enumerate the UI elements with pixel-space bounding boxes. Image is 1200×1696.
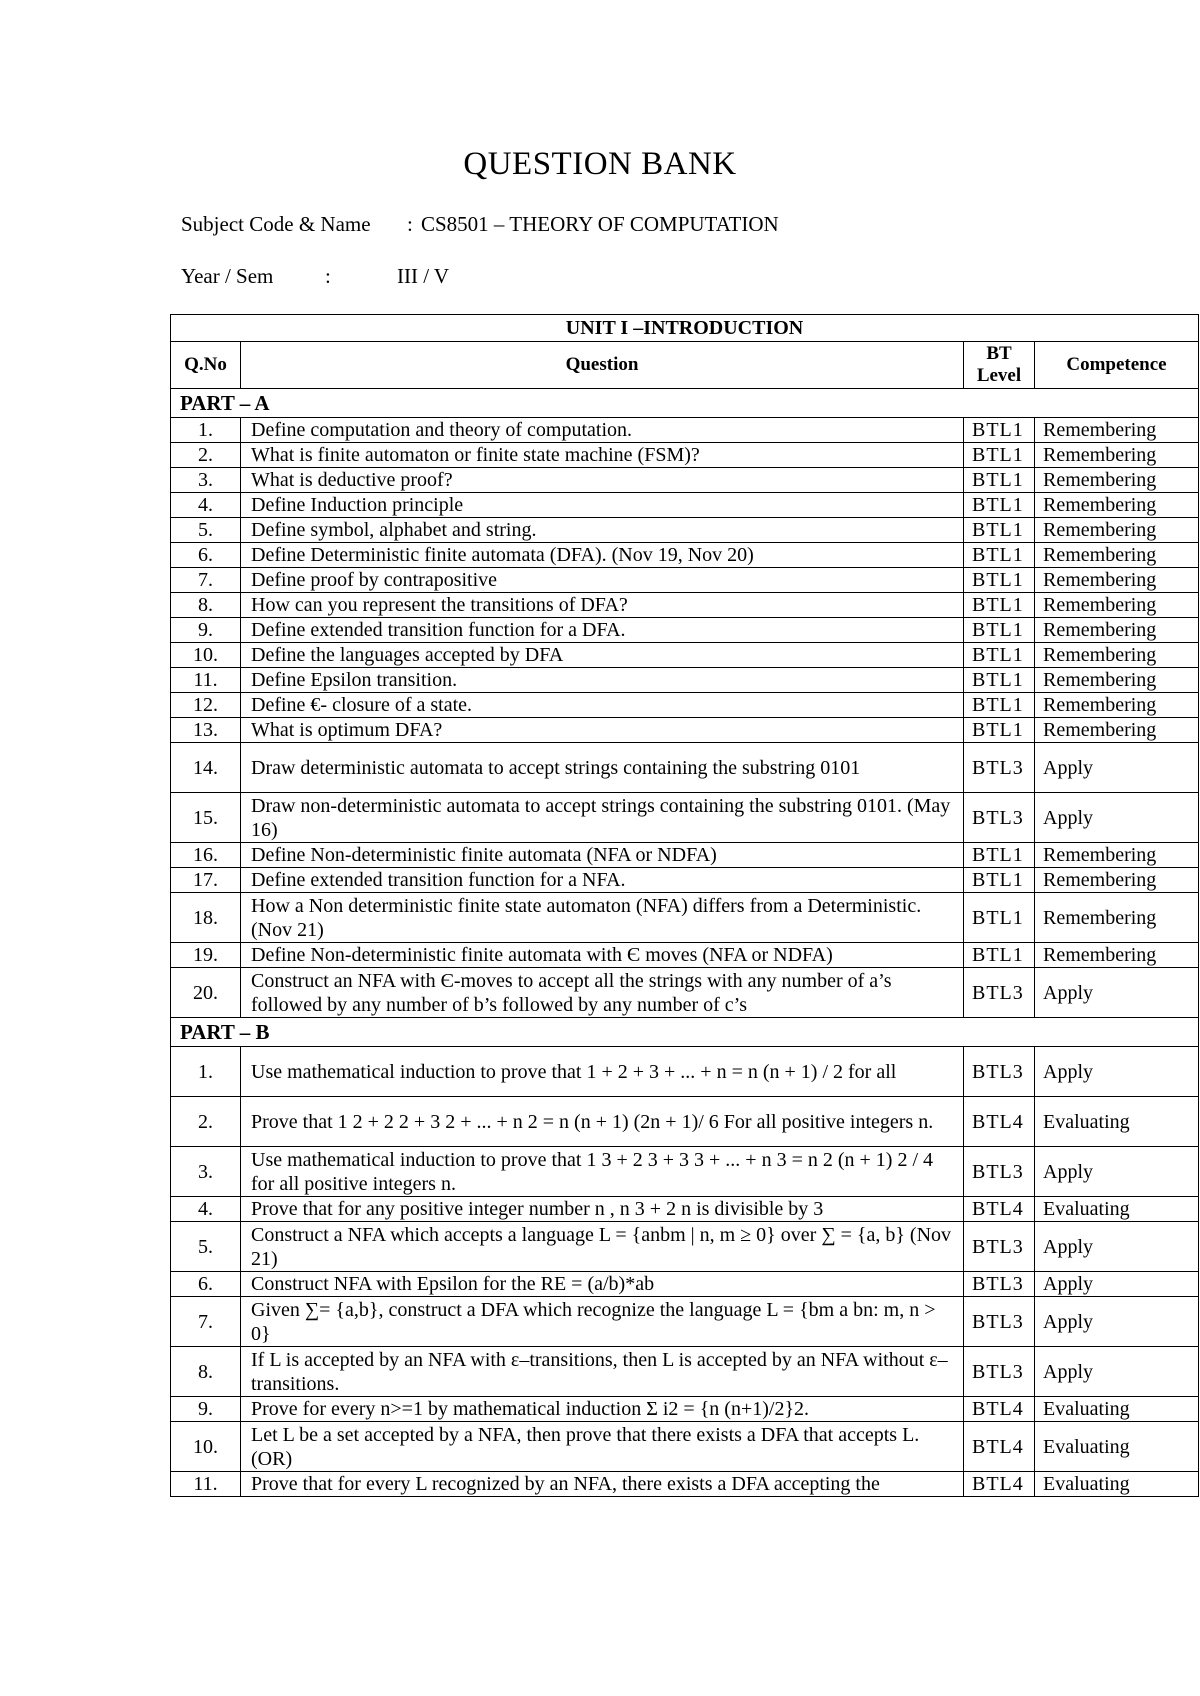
year-sem-separator: : bbox=[325, 264, 331, 288]
question-number: 7. bbox=[171, 1297, 241, 1347]
question-row bbox=[171, 1472, 1199, 1497]
question-row bbox=[171, 893, 1199, 943]
competence: Apply bbox=[1035, 1047, 1199, 1097]
competence: Apply bbox=[1035, 1347, 1199, 1397]
question-number: 3. bbox=[171, 468, 241, 493]
question-number: 1. bbox=[171, 418, 241, 443]
subject-value: CS8501 – THEORY OF COMPUTATION bbox=[421, 212, 779, 236]
question-number: 3. bbox=[171, 1147, 241, 1197]
question-text: If L is accepted by an NFA with ε–transitions, then L is accepted by an NFA without ε–transitions. bbox=[241, 1347, 964, 1397]
question-text: Prove for every n>=1 by mathematical induction Σ i2 = {n (n+1)/2}2. bbox=[241, 1397, 964, 1422]
question-number: 11. bbox=[171, 1472, 241, 1497]
header-competence: Competence bbox=[1035, 342, 1199, 389]
question-row bbox=[171, 443, 1199, 468]
part-title: PART – B bbox=[171, 1018, 1199, 1047]
subject-line bbox=[181, 212, 779, 237]
bt-level: BTL3 bbox=[964, 1147, 1035, 1197]
part-row bbox=[171, 1018, 1199, 1047]
bt-level: BTL1 bbox=[964, 443, 1035, 468]
question-row bbox=[171, 1347, 1199, 1397]
question-text: Define extended transition function for a NFA. bbox=[241, 868, 964, 893]
bt-level: BTL1 bbox=[964, 843, 1035, 868]
competence: Evaluating bbox=[1035, 1422, 1199, 1472]
question-text: How can you represent the transitions of DFA? bbox=[241, 593, 964, 618]
header-question: Question bbox=[241, 342, 964, 389]
question-number: 16. bbox=[171, 843, 241, 868]
question-text: Prove that 1 2 + 2 2 + 3 2 + ... + n 2 = n (n + 1) (2n + 1)/ 6 For all positive integers n. bbox=[241, 1097, 964, 1147]
competence: Remembering bbox=[1035, 568, 1199, 593]
bt-level: BTL1 bbox=[964, 893, 1035, 943]
bt-level: BTL3 bbox=[964, 743, 1035, 793]
competence: Remembering bbox=[1035, 643, 1199, 668]
competence: Apply bbox=[1035, 1222, 1199, 1272]
question-text: Define Induction principle bbox=[241, 493, 964, 518]
bt-level: BTL1 bbox=[964, 668, 1035, 693]
bt-level: BTL1 bbox=[964, 593, 1035, 618]
question-text: Define Non-deterministic finite automata (NFA or NDFA) bbox=[241, 843, 964, 868]
question-text: Prove that for every L recognized by an NFA, there exists a DFA accepting the bbox=[241, 1472, 964, 1497]
question-number: 6. bbox=[171, 543, 241, 568]
question-number: 20. bbox=[171, 968, 241, 1018]
question-number: 9. bbox=[171, 618, 241, 643]
bt-level: BTL1 bbox=[964, 518, 1035, 543]
question-number: 18. bbox=[171, 893, 241, 943]
question-row bbox=[171, 618, 1199, 643]
question-text: Define computation and theory of computation. bbox=[241, 418, 964, 443]
question-number: 9. bbox=[171, 1397, 241, 1422]
question-row bbox=[171, 468, 1199, 493]
question-row bbox=[171, 743, 1199, 793]
question-number: 14. bbox=[171, 743, 241, 793]
question-text: Prove that for any positive integer number n , n 3 + 2 n is divisible by 3 bbox=[241, 1197, 964, 1222]
unit-title: UNIT I –INTRODUCTION bbox=[171, 315, 1199, 342]
competence: Remembering bbox=[1035, 443, 1199, 468]
question-row bbox=[171, 1397, 1199, 1422]
bt-level: BTL1 bbox=[964, 543, 1035, 568]
question-text: Let L be a set accepted by a NFA, then prove that there exists a DFA that accepts L. (OR) bbox=[241, 1422, 964, 1472]
header-qno: Q.No bbox=[171, 342, 241, 389]
year-sem-value: III / V bbox=[397, 264, 450, 288]
question-text: Use mathematical induction to prove that 1 3 + 2 3 + 3 3 + ... + n 3 = n 2 (n + 1) 2 / 4 for all positive integers n. bbox=[241, 1147, 964, 1197]
question-text: Define proof by contrapositive bbox=[241, 568, 964, 593]
question-number: 19. bbox=[171, 943, 241, 968]
competence: Remembering bbox=[1035, 418, 1199, 443]
question-text: Define extended transition function for a DFA. bbox=[241, 618, 964, 643]
competence: Remembering bbox=[1035, 693, 1199, 718]
question-text: Define Epsilon transition. bbox=[241, 668, 964, 693]
question-row bbox=[171, 793, 1199, 843]
competence: Apply bbox=[1035, 743, 1199, 793]
question-number: 13. bbox=[171, 718, 241, 743]
question-row bbox=[171, 593, 1199, 618]
competence: Apply bbox=[1035, 1297, 1199, 1347]
question-text: What is optimum DFA? bbox=[241, 718, 964, 743]
question-row bbox=[171, 543, 1199, 568]
question-row bbox=[171, 1047, 1199, 1097]
bt-level: BTL1 bbox=[964, 568, 1035, 593]
competence: Remembering bbox=[1035, 943, 1199, 968]
question-text: Define symbol, alphabet and string. bbox=[241, 518, 964, 543]
question-row bbox=[171, 493, 1199, 518]
question-text: Draw non-deterministic automata to accept strings containing the substring 0101. (May 16) bbox=[241, 793, 964, 843]
question-row bbox=[171, 1422, 1199, 1472]
competence: Remembering bbox=[1035, 718, 1199, 743]
bt-level: BTL3 bbox=[964, 1347, 1035, 1397]
competence: Apply bbox=[1035, 793, 1199, 843]
part-row bbox=[171, 389, 1199, 418]
bt-level: BTL3 bbox=[964, 1047, 1035, 1097]
subject-label: Subject Code & Name bbox=[181, 212, 371, 236]
competence: Remembering bbox=[1035, 468, 1199, 493]
competence: Remembering bbox=[1035, 868, 1199, 893]
question-number: 5. bbox=[171, 1222, 241, 1272]
bt-level: BTL3 bbox=[964, 968, 1035, 1018]
question-row bbox=[171, 868, 1199, 893]
bt-level: BTL1 bbox=[964, 868, 1035, 893]
question-row bbox=[171, 843, 1199, 868]
competence: Evaluating bbox=[1035, 1397, 1199, 1422]
question-number: 12. bbox=[171, 693, 241, 718]
competence: Remembering bbox=[1035, 618, 1199, 643]
question-number: 17. bbox=[171, 868, 241, 893]
question-row bbox=[171, 418, 1199, 443]
header-row bbox=[171, 342, 1199, 389]
question-number: 10. bbox=[171, 643, 241, 668]
question-row bbox=[171, 1272, 1199, 1297]
bt-level: BTL1 bbox=[964, 693, 1035, 718]
bt-level: BTL3 bbox=[964, 1222, 1035, 1272]
question-row bbox=[171, 718, 1199, 743]
bt-level: BTL4 bbox=[964, 1422, 1035, 1472]
question-number: 6. bbox=[171, 1272, 241, 1297]
competence: Remembering bbox=[1035, 493, 1199, 518]
year-sem-line bbox=[181, 264, 449, 289]
year-sem-label: Year / Sem bbox=[181, 264, 274, 288]
question-number: 7. bbox=[171, 568, 241, 593]
question-text: Define €- closure of a state. bbox=[241, 693, 964, 718]
question-text: Define Non-deterministic finite automata with Є moves (NFA or NDFA) bbox=[241, 943, 964, 968]
question-row bbox=[171, 1297, 1199, 1347]
question-text: Construct an NFA with Є-moves to accept all the strings with any number of a’s followed by any number of b’s followed by any number of c’s bbox=[241, 968, 964, 1018]
question-row bbox=[171, 568, 1199, 593]
competence: Evaluating bbox=[1035, 1472, 1199, 1497]
question-number: 10. bbox=[171, 1422, 241, 1472]
competence: Remembering bbox=[1035, 893, 1199, 943]
question-text: Define the languages accepted by DFA bbox=[241, 643, 964, 668]
question-text: How a Non deterministic finite state automaton (NFA) differs from a Deterministic. (Nov 21) bbox=[241, 893, 964, 943]
question-text: What is deductive proof? bbox=[241, 468, 964, 493]
question-text: Construct NFA with Epsilon for the RE = (a/b)*ab bbox=[241, 1272, 964, 1297]
subject-separator: : bbox=[407, 212, 413, 236]
question-number: 8. bbox=[171, 1347, 241, 1397]
bt-level: BTL1 bbox=[964, 718, 1035, 743]
question-text: Define Deterministic finite automata (DFA). (Nov 19, Nov 20) bbox=[241, 543, 964, 568]
part-title: PART – A bbox=[171, 389, 1199, 418]
question-number: 2. bbox=[171, 1097, 241, 1147]
question-number: 2. bbox=[171, 443, 241, 468]
question-table bbox=[170, 314, 1199, 1497]
question-number: 11. bbox=[171, 668, 241, 693]
question-row bbox=[171, 1222, 1199, 1272]
competence: Evaluating bbox=[1035, 1197, 1199, 1222]
question-text: Draw deterministic automata to accept strings containing the substring 0101 bbox=[241, 743, 964, 793]
bt-level: BTL4 bbox=[964, 1397, 1035, 1422]
bt-level: BTL3 bbox=[964, 1272, 1035, 1297]
bt-level: BTL3 bbox=[964, 1297, 1035, 1347]
document-title: QUESTION BANK bbox=[463, 146, 737, 182]
bt-level: BTL4 bbox=[964, 1197, 1035, 1222]
question-number: 8. bbox=[171, 593, 241, 618]
question-table-body bbox=[171, 389, 1199, 1497]
question-text: What is finite automaton or finite state machine (FSM)? bbox=[241, 443, 964, 468]
bt-level: BTL1 bbox=[964, 618, 1035, 643]
bt-level: BTL1 bbox=[964, 418, 1035, 443]
competence: Apply bbox=[1035, 1147, 1199, 1197]
bt-level: BTL1 bbox=[964, 643, 1035, 668]
competence: Remembering bbox=[1035, 543, 1199, 568]
question-number: 4. bbox=[171, 1197, 241, 1222]
question-row bbox=[171, 518, 1199, 543]
competence: Remembering bbox=[1035, 668, 1199, 693]
competence: Apply bbox=[1035, 1272, 1199, 1297]
bt-level: BTL3 bbox=[964, 793, 1035, 843]
question-row bbox=[171, 1197, 1199, 1222]
bt-level: BTL1 bbox=[964, 493, 1035, 518]
question-row bbox=[171, 668, 1199, 693]
competence: Remembering bbox=[1035, 843, 1199, 868]
question-number: 15. bbox=[171, 793, 241, 843]
question-row bbox=[171, 1147, 1199, 1197]
question-row bbox=[171, 968, 1199, 1018]
question-row bbox=[171, 693, 1199, 718]
competence: Apply bbox=[1035, 968, 1199, 1018]
bt-level: BTL4 bbox=[964, 1472, 1035, 1497]
question-text: Use mathematical induction to prove that 1 + 2 + 3 + ... + n = n (n + 1) / 2 for all bbox=[241, 1047, 964, 1097]
question-row bbox=[171, 943, 1199, 968]
header-bt-level: BT Level bbox=[964, 342, 1035, 389]
competence: Remembering bbox=[1035, 593, 1199, 618]
bt-level: BTL1 bbox=[964, 943, 1035, 968]
question-number: 5. bbox=[171, 518, 241, 543]
question-row bbox=[171, 1097, 1199, 1147]
question-text: Given ∑= {a,b}, construct a DFA which recognize the language L = {bm a bn: m, n > 0} bbox=[241, 1297, 964, 1347]
bt-level: BTL4 bbox=[964, 1097, 1035, 1147]
question-number: 4. bbox=[171, 493, 241, 518]
unit-title-row bbox=[171, 315, 1199, 342]
question-text: Construct a NFA which accepts a language L = {anbm | n, m ≥ 0} over ∑ = {a, b} (Nov 21) bbox=[241, 1222, 964, 1272]
bt-level: BTL1 bbox=[964, 468, 1035, 493]
question-number: 1. bbox=[171, 1047, 241, 1097]
question-row bbox=[171, 643, 1199, 668]
competence: Evaluating bbox=[1035, 1097, 1199, 1147]
competence: Remembering bbox=[1035, 518, 1199, 543]
